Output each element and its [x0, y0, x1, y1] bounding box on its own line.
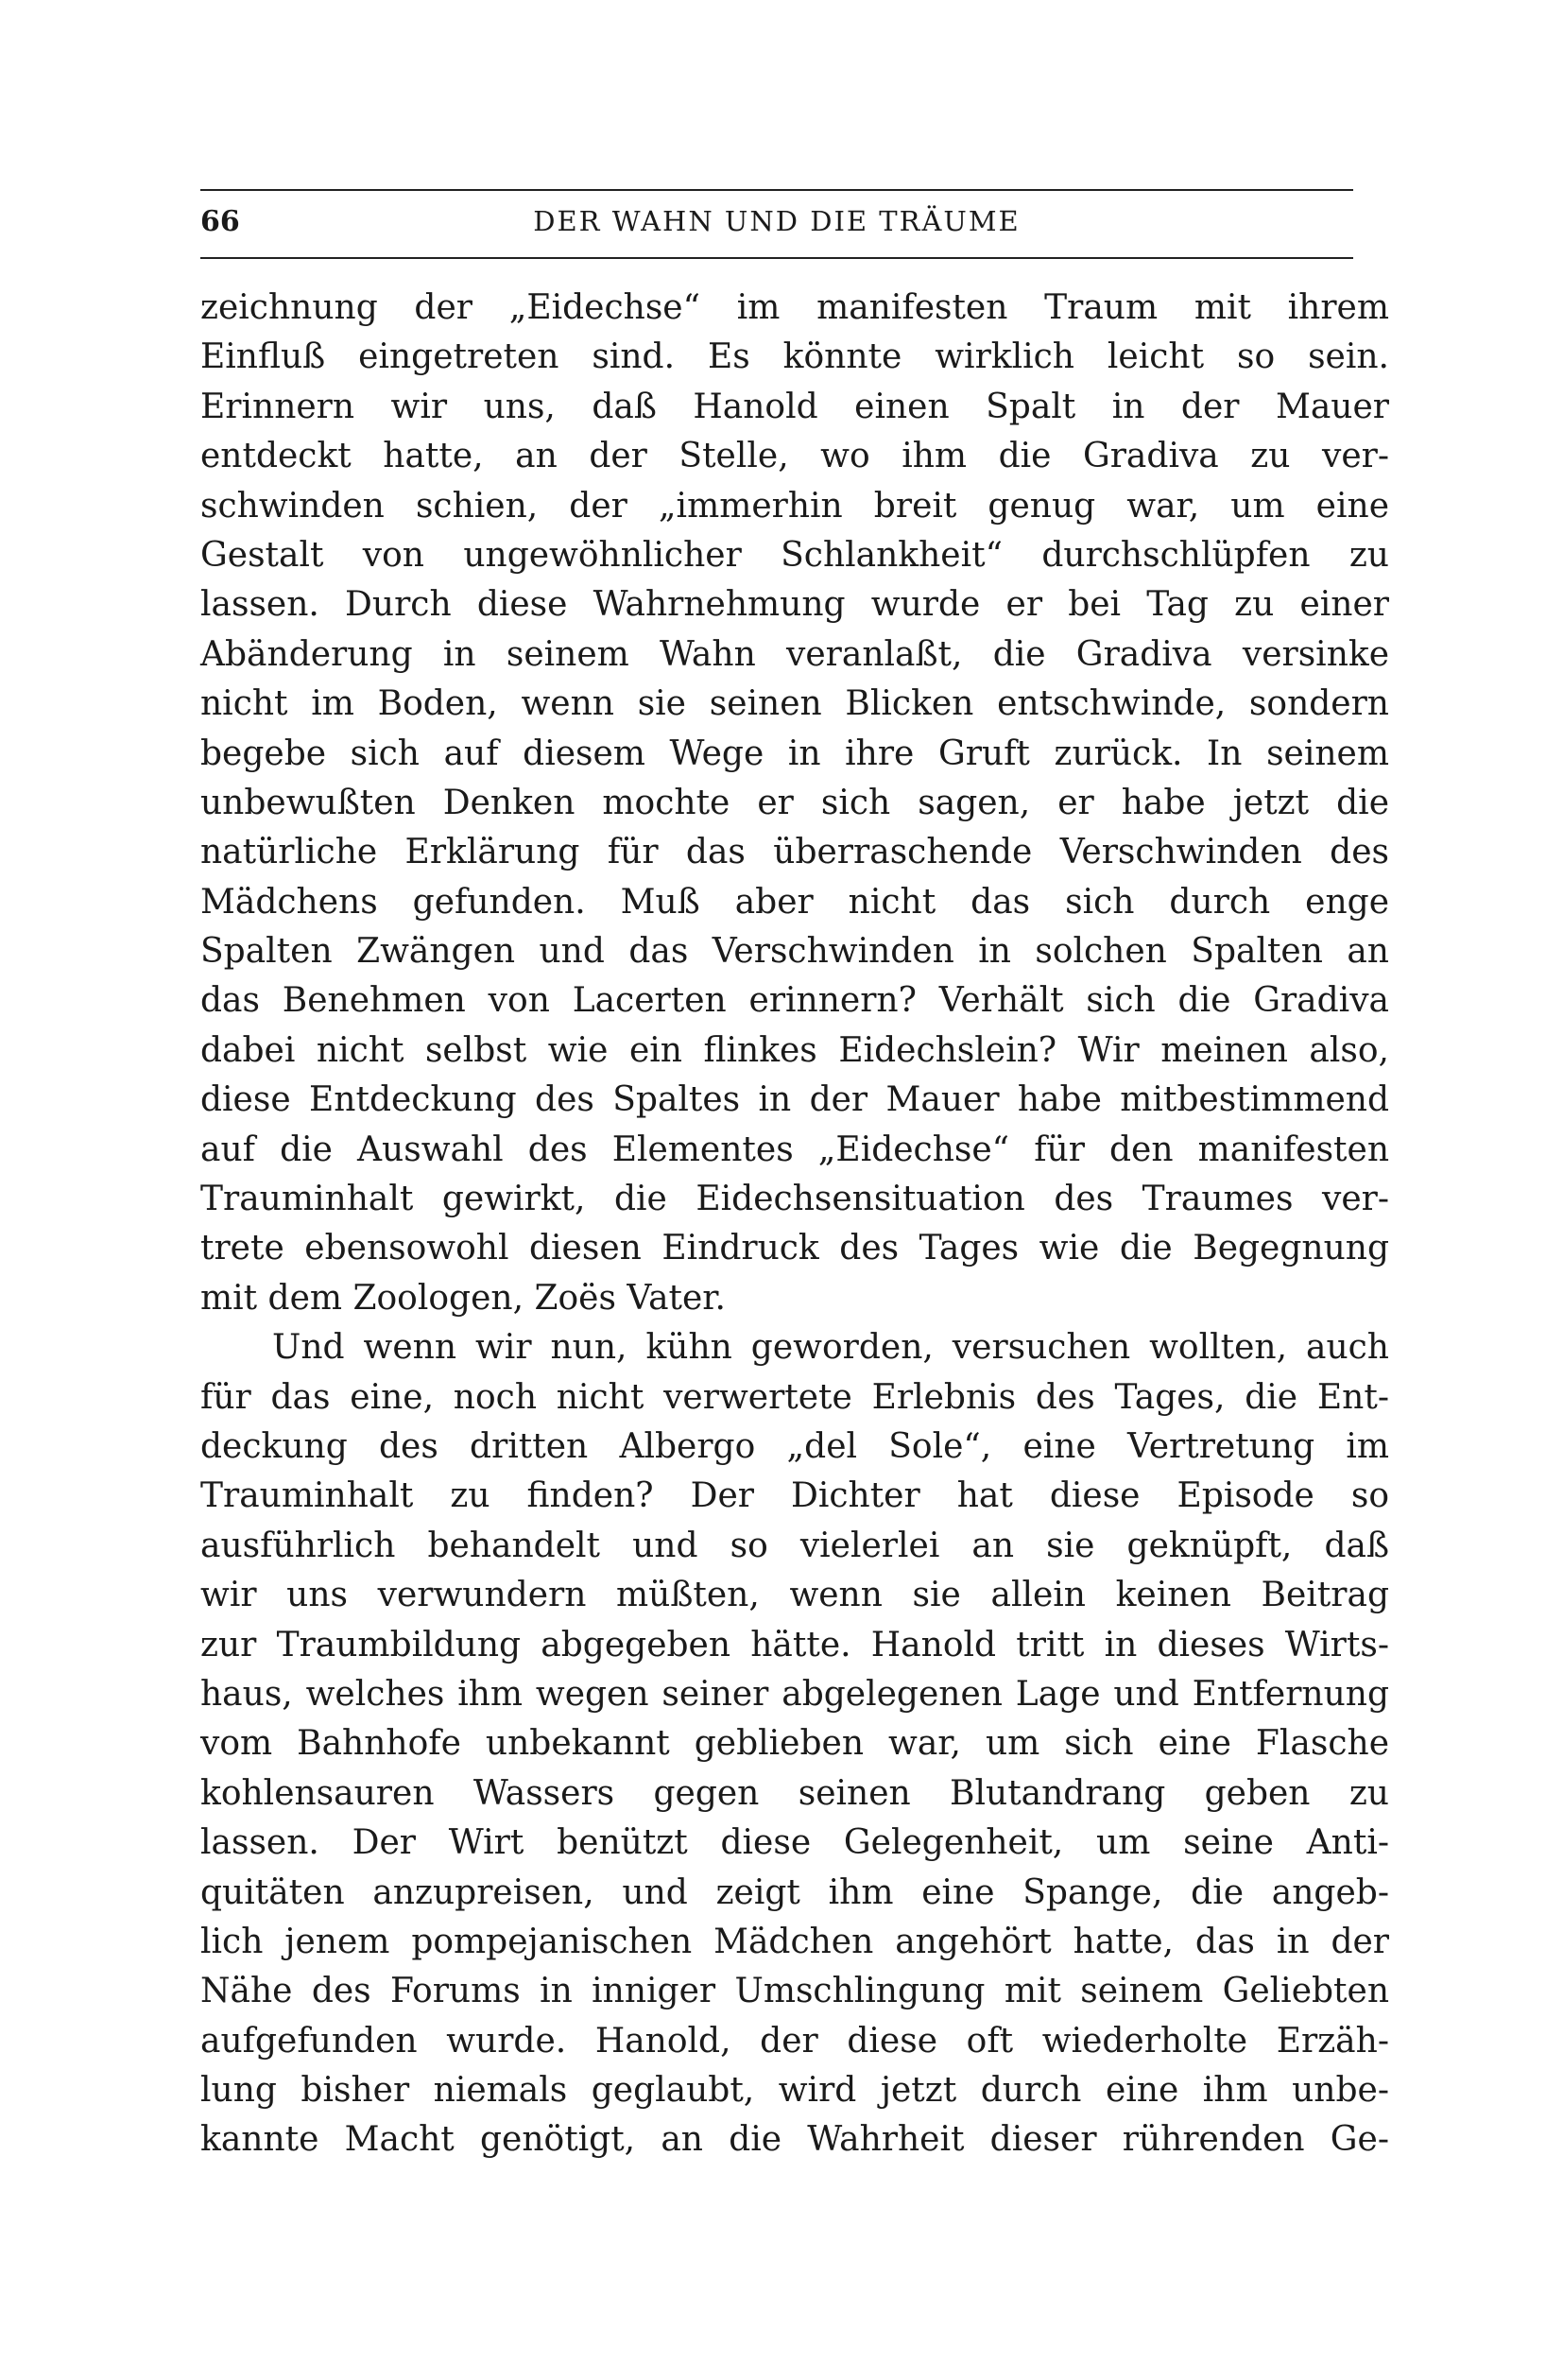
text-line: diese Entdeckung des Spaltes in der Mauer habe mitbestimmend	[200, 1080, 1389, 1120]
text-line: deckung des dritten Albergo „del Sole“, eine Vertretung im	[200, 1426, 1389, 1466]
text-line: trete ebensowohl diesen Eindruck des Tages wie die Begegnung	[200, 1229, 1389, 1268]
running-title: DER WAHN UND DIE TRÄUME	[533, 205, 1021, 237]
text-line: lassen. Durch diese Wahrnehmung wurde er bei Tag zu einer	[200, 585, 1389, 625]
header-rule-bottom	[200, 257, 1353, 259]
text-line: wir uns verwundern müßten, wenn sie allein keinen Beitrag	[200, 1576, 1389, 1615]
text-line: Und wenn wir nun, kühn geworden, versuchen wollten, auch	[272, 1328, 1389, 1368]
text-line: auf die Auswahl des Elementes „Eidechse“ für den manifesten	[200, 1130, 1389, 1169]
text-line: Trauminhalt zu finden? Der Dichter hat diese Episode so	[200, 1476, 1389, 1516]
text-line: ausführlich behandelt und so vielerlei an sie geknüpft, daß	[200, 1526, 1389, 1565]
text-line: unbewußten Denken mochte er sich sagen, er habe jetzt die	[200, 783, 1389, 822]
text-line: mit dem Zoologen, Zoës Vater.	[200, 1278, 726, 1318]
text-line: kannte Macht genötigt, an die Wahrheit dieser rührenden Ge-	[200, 2120, 1389, 2160]
text-line: lung bisher niemals geglaubt, wird jetzt durch eine ihm unbe-	[200, 2071, 1389, 2111]
text-line: Gestalt von ungewöhnlicher Schlankheit“ durchschlüpfen zu	[200, 535, 1389, 575]
page-number: 66	[200, 205, 240, 238]
body-text	[200, 284, 1389, 2165]
text-line: lassen. Der Wirt benützt diese Gelegenheit, um seine Anti-	[200, 1823, 1389, 1863]
text-line: dabei nicht selbst wie ein flinkes Eidechslein? Wir meinen also,	[200, 1030, 1389, 1070]
text-line: Erinnern wir uns, daß Hanold einen Spalt in der Mauer	[200, 387, 1389, 426]
text-line: Spalten Zwängen und das Verschwinden in solchen Spalten an	[200, 932, 1389, 972]
text-line: Einfluß eingetreten sind. Es könnte wirklich leicht so sein.	[200, 337, 1389, 377]
text-line: kohlensauren Wassers gegen seinen Blutandrang geben zu	[200, 1773, 1389, 1813]
text-line: lich jenem pompejanischen Mädchen angehört hatte, das in der	[200, 1922, 1389, 1961]
text-line: das Benehmen von Lacerten erinnern? Verhält sich die Gradiva	[200, 981, 1389, 1021]
text-line: nicht im Boden, wenn sie seinen Blicken entschwinde, sondern	[200, 684, 1389, 724]
text-line: Abänderung in seinem Wahn veranlaßt, die Gradiva versinke	[200, 634, 1389, 674]
paragraph-1	[200, 284, 1389, 1323]
text-line: zur Traumbildung abgegeben hätte. Hanold tritt in dieses Wirts-	[200, 1625, 1389, 1664]
text-line: quitäten anzupreisen, und zeigt ihm eine Spange, die angeb-	[200, 1872, 1389, 1912]
text-line: aufgefunden wurde. Hanold, der diese oft wiederholte Erzäh-	[200, 2021, 1389, 2061]
text-line: entdeckt hatte, an der Stelle, wo ihm die Gradiva zu ver-	[200, 437, 1389, 476]
text-line: begebe sich auf diesem Wege in ihre Gruft zurück. In seinem	[200, 733, 1389, 773]
running-head	[200, 201, 1353, 249]
paragraph-2	[200, 1323, 1389, 2165]
text-line: vom Bahnhofe unbekannt geblieben war, um sich eine Flasche	[200, 1724, 1389, 1764]
text-line: Trauminhalt gewirkt, die Eidechsensituation des Traumes ver-	[200, 1180, 1389, 1219]
text-line: zeichnung der „Eidechse“ im manifesten Traum mit ihrem	[200, 288, 1389, 327]
text-line: haus, welches ihm wegen seiner abgelegenen Lage und Entfernung	[200, 1674, 1389, 1714]
header-rule-top	[200, 189, 1353, 191]
text-line: Mädchens gefunden. Muß aber nicht das sich durch enge	[200, 882, 1389, 922]
text-line: natürliche Erklärung für das überraschende Verschwinden des	[200, 833, 1389, 872]
text-line: für das eine, noch nicht verwertete Erlebnis des Tages, die Ent-	[200, 1377, 1389, 1417]
text-line: schwinden schien, der „immerhin breit genug war, um eine	[200, 486, 1389, 526]
text-line: Nähe des Forums in inniger Umschlingung mit seinem Geliebten	[200, 1972, 1389, 2011]
